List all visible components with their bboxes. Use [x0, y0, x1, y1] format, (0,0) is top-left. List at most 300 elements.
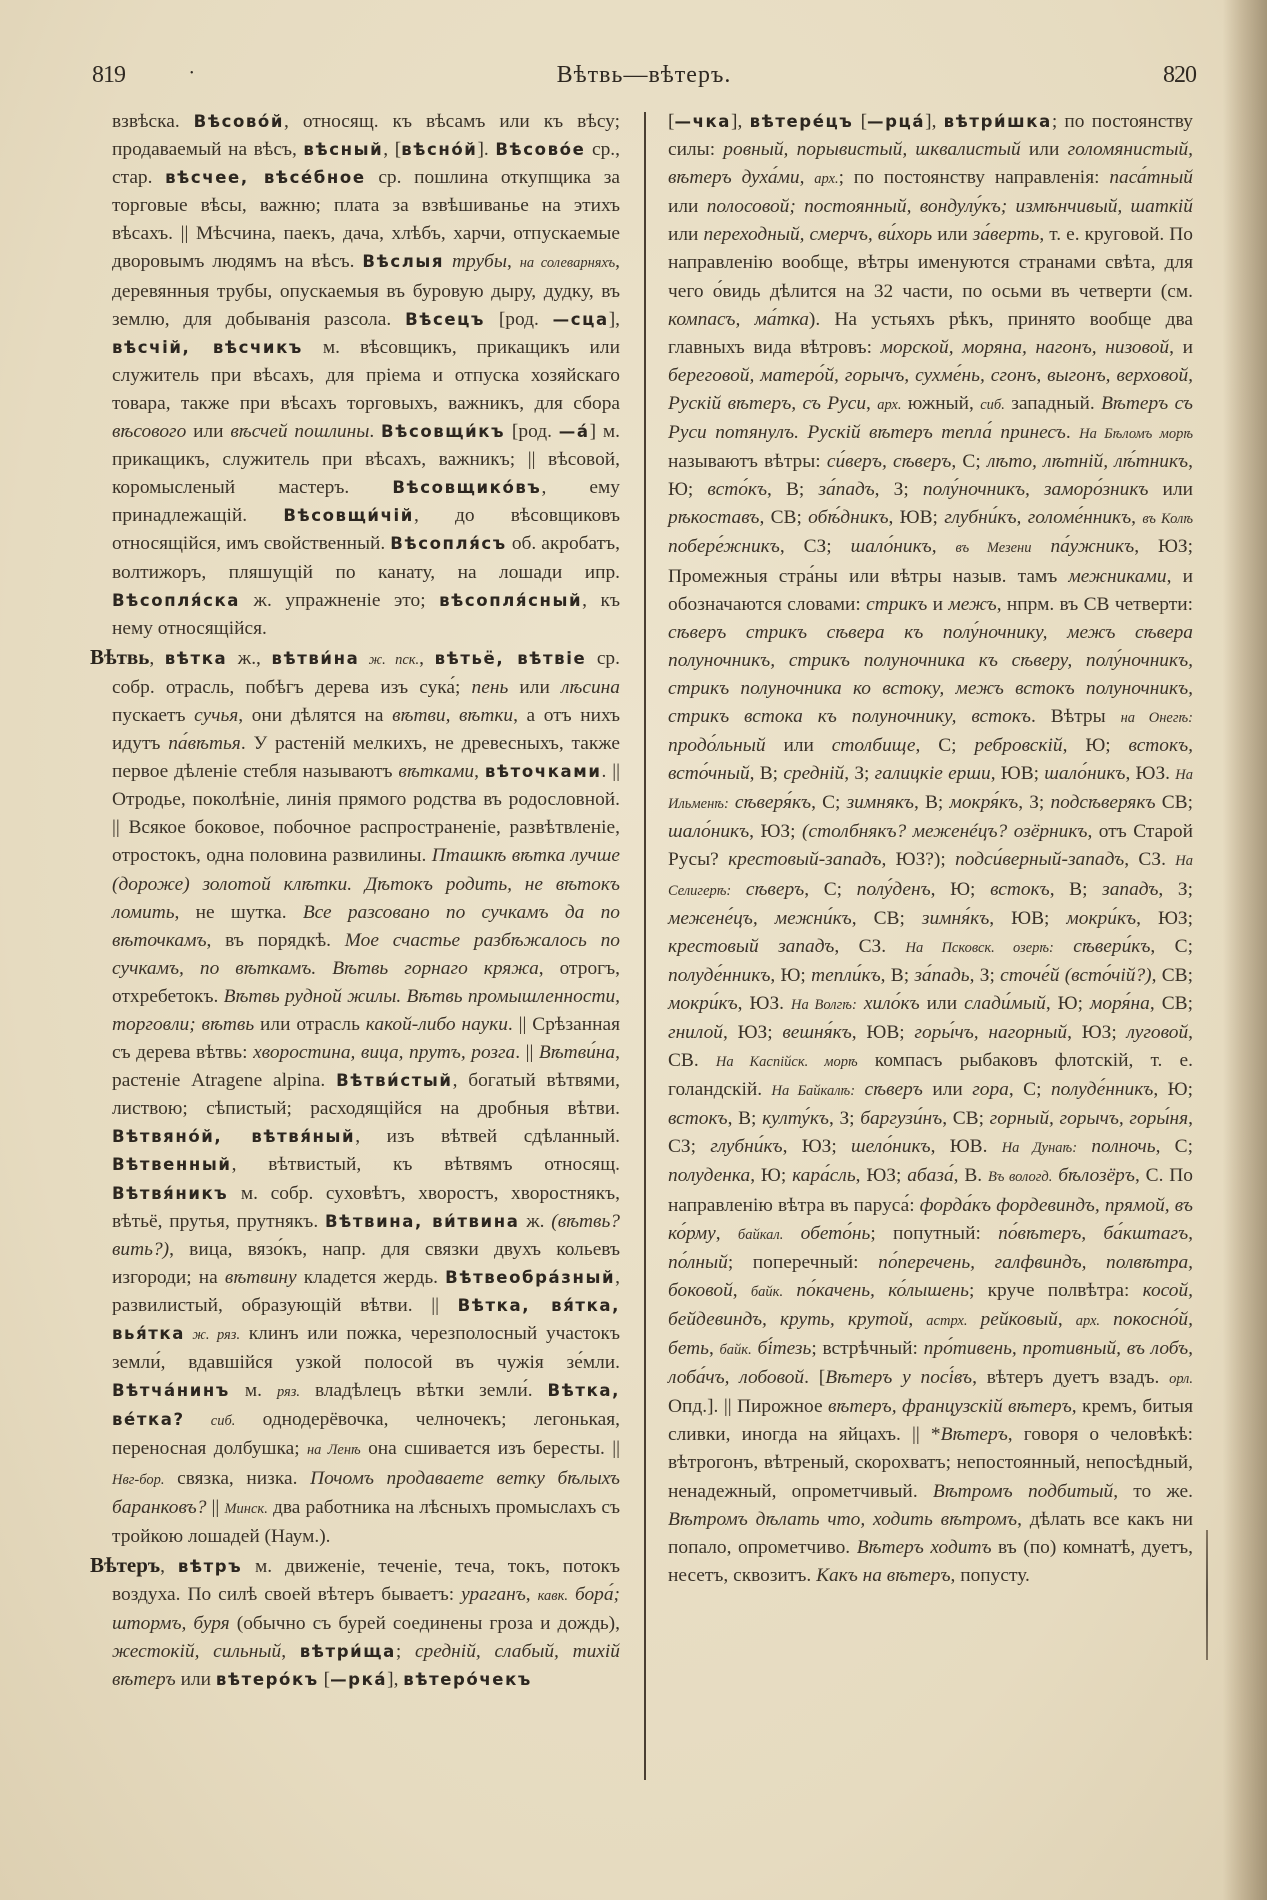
headword: вѣтри́ща [299, 1642, 396, 1662]
text: , [1131, 507, 1143, 529]
styled-text: переходный, смерчъ, ви́хорь [703, 224, 933, 246]
text: ж. упражненіе это; [240, 589, 440, 611]
text: , ему принадлежащій. [112, 477, 620, 527]
styled-text: хило́къ [856, 992, 920, 1014]
text: , деревянныя трубы, опускаемыя въ буровую дыру, дудку, въ землю, для добыванія разсола. [112, 251, 620, 330]
styled-text: сиб. [184, 1413, 236, 1430]
styled-text: стрикъ [866, 593, 928, 615]
text: пускаетъ [112, 704, 195, 726]
text: . Вѣтры [1030, 705, 1121, 727]
text: , В; [1049, 878, 1103, 900]
text: , къ нему относящійся. [112, 589, 620, 639]
text: , [419, 647, 435, 669]
styled-text: бора́; штормъ, буря [112, 1583, 621, 1634]
text: однодерёвочка, челночекъ; легонькая, переносная долбушка; [112, 1409, 620, 1460]
right-column [668, 108, 1193, 1590]
text: или [765, 735, 832, 757]
styled-text: крестовый-западъ [728, 849, 882, 871]
styled-text: ураганъ [461, 1583, 526, 1605]
styled-text: астрх. [926, 1312, 968, 1329]
styled-text: на Ленѣ [306, 1442, 361, 1459]
headword: вѣтере́цъ [749, 112, 854, 131]
styled-text: На Бѣломъ морѣ [1079, 426, 1193, 443]
text: компасъ рыбаковъ флотскій, т. е. голандскій. [668, 1050, 1194, 1101]
styled-text: шало́никъ [668, 821, 750, 843]
styled-text: сѣверъ [855, 1079, 923, 1101]
styled-text: рѣкоставъ [668, 507, 760, 529]
styled-text: Мое счастье разбѣжалось по сучкамъ, по вѣткамъ. Вѣтвь горнаго кряжа [112, 929, 620, 979]
text: , дѣлать все какъ ни попало, опрометчиво. [668, 1508, 1193, 1558]
text: м. [229, 1380, 277, 1402]
text: . [369, 421, 382, 443]
styled-text: сѣвери́къ [1053, 935, 1151, 957]
text: , [149, 647, 165, 669]
text: , они дѣлятся на [238, 704, 393, 726]
text: , СЗ. [1124, 849, 1176, 871]
text: . || Отродье, поколѣніе, линія прямого родства въ родословной. || Всякое боковое, побочное распространеніе, развѣтвленіе, отростокъ, одна половина развилины. [112, 761, 620, 867]
text: , ЮЗ; [749, 821, 803, 843]
text: [ [318, 1669, 331, 1691]
styled-text: мокри́къ [1066, 907, 1137, 929]
text: , вѣтеръ дуетъ взадъ. [972, 1367, 1170, 1389]
text: , С; [811, 792, 847, 814]
styled-text: крестовый западъ [668, 935, 835, 957]
styled-text: Все разсовано по сучкамъ да по вѣточкамъ [112, 901, 620, 951]
styled-text: покосно́й, беть [668, 1308, 1193, 1360]
styled-text: Вѣтеръ [940, 1424, 1008, 1446]
text: или отрасль [254, 1014, 366, 1035]
styled-text: зимнякъ [846, 792, 914, 814]
text: , [160, 1555, 178, 1577]
styled-text: гора [972, 1079, 1009, 1101]
styled-text: полночь [1077, 1136, 1156, 1158]
styled-text: межене́цъ, межни́къ [668, 907, 852, 929]
text: , В; [749, 763, 784, 785]
text: , ЮЗ?); [881, 849, 956, 871]
styled-text: На Селигерѣ: [668, 853, 1193, 899]
headword: Вѣтви́стый [336, 1071, 453, 1091]
text: , Ю; [668, 451, 1193, 501]
text: , ЮЗ; [855, 1165, 908, 1187]
styled-text: столбище [831, 735, 916, 757]
styled-text: Вѣтеръ ходитъ [856, 1536, 992, 1558]
text: , [799, 167, 815, 189]
text: , СЗ. [834, 935, 906, 957]
text: [род. [485, 308, 553, 330]
text: ], [925, 111, 944, 132]
text: ж. [519, 1210, 552, 1232]
styled-text: На Волгѣ: [791, 996, 857, 1013]
headword: Вѣтвь [90, 644, 150, 669]
styled-text: вѣтеръ, французскій вѣтеръ [828, 1396, 1072, 1418]
styled-text: косой, бейдевиндъ, круть, крутой [668, 1279, 1193, 1330]
text: , а отъ нихъ идутъ [112, 704, 620, 755]
styled-text: Пташкѣ вѣтка лучше (дороже) золотой клѣтки. Дѣтокъ родить, не вѣтокъ ломить [112, 845, 620, 923]
text: , Ю; [750, 1165, 793, 1187]
styled-text: Вѣтромъ подбитый [932, 1480, 1114, 1502]
headword: вѣтръ [177, 1556, 243, 1576]
text: , [866, 392, 878, 414]
text: . У растеній мелкихъ, не древесныхъ, также первое дѣленіе стебля называютъ [112, 733, 620, 783]
text: въ (по) комнатѣ, дуетъ, несетъ, сквозитъ. [668, 1536, 1194, 1586]
styled-text: Вѣтеръ у посі́въ [825, 1367, 973, 1389]
styled-text: пень [471, 676, 509, 698]
text: , [525, 1583, 538, 1605]
text: , ЮВ; [989, 907, 1067, 929]
margin-pencil-mark [1206, 1530, 1208, 1660]
styled-text: на Онегѣ: [1120, 709, 1193, 726]
styled-text: шело́никъ [851, 1136, 931, 1158]
text: , З; [874, 479, 923, 501]
headword: Вѣтвенный [112, 1155, 232, 1175]
text: или [1020, 139, 1068, 161]
headword: Вѣтча́нинъ [112, 1381, 230, 1401]
styled-text: сѣверъ стрикъ сѣвера къ полу́ночнику, межъ сѣвера полуночникъ, стрикъ полуночника къ сѣверу, полу́ночникъ, стрикъ полуночника ко встоку, межъ встокъ полуночникъ, стрикъ встока къ полуночнику, встокъ [668, 621, 1193, 727]
styled-text: лѣто, лѣтній, лѣ́тникъ [986, 451, 1189, 473]
text: , ЮВ; [888, 507, 945, 529]
headword: Вѣсопля́съ [390, 534, 507, 554]
headword: вѣсный [303, 140, 384, 160]
text: , нпрм. въ СВ четверти: [996, 593, 1193, 615]
styled-text: На Ильменѣ: [668, 767, 1193, 813]
headword: —сца [552, 309, 609, 329]
text: , [506, 251, 520, 273]
text: . [ [804, 1367, 826, 1389]
styled-text: встокъ, всто́чный [668, 735, 1193, 785]
styled-text: галицкіе ерши [874, 763, 991, 785]
headword: вѣтка [164, 648, 228, 668]
headword: вѣтри́шка [943, 112, 1052, 131]
text: . || Срѣзанная съ дерева вѣтвь: [112, 1014, 620, 1064]
text: , С; [915, 735, 975, 757]
styled-text: луговой [1126, 1022, 1189, 1043]
text: ; попутный: [870, 1222, 999, 1244]
styled-text: Нвг-бор. [112, 1471, 165, 1488]
text: взвѣска. [112, 111, 194, 132]
text: , В; [727, 1108, 763, 1130]
text: или [932, 224, 973, 246]
styled-text: орл. [1169, 1371, 1194, 1388]
styled-text: рейковый [967, 1308, 1058, 1330]
entry-continuation [90, 108, 620, 643]
styled-text: жестокій, сильный [112, 1641, 282, 1663]
text: Опд.]. || Пирожное [668, 1396, 829, 1418]
styled-text: шало́никъ [850, 536, 932, 558]
headword: вѣтви́на [271, 648, 360, 668]
text: , не шутка. [174, 901, 303, 923]
headword: вѣсчее, вѣсе́бное [165, 168, 366, 188]
text: , ЮЗ. [737, 992, 792, 1014]
headword: вѣтеро́чекъ [403, 1670, 532, 1690]
text: , Ю; [1062, 735, 1129, 757]
text: , В; [913, 792, 950, 814]
text: или [186, 421, 231, 443]
headword: вѣсно́й [401, 140, 478, 160]
styled-text: (вѣтвь? вить?) [112, 1210, 620, 1260]
text: , Ю; [1153, 1079, 1193, 1101]
styled-text: вѣсового [112, 421, 187, 443]
text: , вѣтвистый, къ вѣтвямъ относящ. [231, 1154, 620, 1176]
column-divider [644, 112, 646, 1780]
styled-text: паса́тный [1109, 167, 1194, 189]
text: , [732, 1279, 751, 1301]
styled-text: глубни́къ [710, 1136, 783, 1158]
text: , [474, 761, 485, 783]
styled-text: въ Мезени [955, 540, 1032, 557]
text: м. вѣсовщикъ, прикащикъ или служитель при вѣсахъ, для пріема и отпуска хозяйскаго товара, также при вѣсахъ торговыхъ, важникъ, для сбора [112, 336, 620, 414]
text: , говоря о человѣкѣ: вѣтрогонъ, вѣтреный, скорохватъ; непостоянный, непосѣдный, ненадежный, опрометчивый. [668, 1424, 1193, 1502]
styled-text: въ Колѣ [1142, 511, 1193, 528]
styled-text: На Дунаѣ: [1001, 1140, 1078, 1157]
text: СВ; [1155, 792, 1193, 814]
text: , ЮВ; [851, 1022, 915, 1043]
styled-text: шало́никъ [1044, 763, 1126, 785]
text: , [931, 536, 956, 558]
text: , В. [953, 1165, 988, 1187]
styled-text: бі́тезь [751, 1338, 812, 1360]
styled-text: ребровскій [974, 735, 1063, 757]
left-column [90, 108, 620, 1694]
text: , ЮВ. [930, 1136, 1002, 1158]
headword: Вѣсово́й [193, 112, 285, 131]
styled-text: ровный, порывистый, шквалистый [723, 139, 1021, 161]
styled-text: полу́денъ [856, 878, 931, 900]
styled-text: Почомъ продаваете ветку бѣлыхъ баранковъ? [112, 1467, 620, 1518]
styled-text: межъ [948, 593, 997, 615]
styled-text: ряз. [276, 1384, 301, 1401]
styled-text: полосовой; постоянный, вондулу́къ; измѣнчивый, шаткій [706, 196, 1193, 218]
text: ; встрѣчный: [811, 1338, 924, 1360]
decorative-dot: • [190, 68, 194, 79]
styled-text: баргузи́нъ [860, 1108, 943, 1130]
text: или [668, 224, 704, 246]
headword: Вѣтка, ве́тка? [112, 1381, 620, 1430]
styled-text: На Псковск. озерѣ: [905, 939, 1054, 956]
text: [ [668, 111, 675, 132]
styled-text: вѣтви, вѣтки [392, 704, 514, 726]
headword: Вѣсово́е [495, 140, 586, 160]
text: , С; [951, 451, 987, 473]
styled-text: гнилой [668, 1022, 723, 1043]
text: , отрогъ, отхребетокъ. [112, 957, 620, 1007]
headword: Вѣслыя [362, 252, 445, 272]
styled-text: байк. [719, 1342, 752, 1359]
headword: вѣтьё, вѣтвіе [434, 648, 587, 668]
styled-text: обето́нь [783, 1222, 871, 1244]
text: , С; [1155, 1136, 1193, 1158]
text: , В; [880, 964, 915, 986]
text: , кремъ, битыя сливки, иногда на яйцахъ. || * [668, 1396, 1193, 1446]
headword: вѣточками [484, 762, 602, 782]
headword: вѣсчій, вѣсчикъ [112, 337, 303, 357]
text: ). На устьяхъ рѣкъ, принято вообще два главныхъ вида вѣтровъ: [668, 308, 1193, 358]
styled-text: полуденка [668, 1165, 751, 1187]
styled-text: сѣверъ [731, 878, 805, 900]
text: (обычно съ бурей соединены гроза и дождь), [229, 1612, 620, 1634]
text: , богатый вѣтвями, листвою; сѣпистый; расходящійся на дробныя вѣтви. [112, 1070, 621, 1120]
text: , отъ Старой Русы? [668, 821, 1193, 871]
text: , Ю; [930, 878, 991, 900]
styled-text: Въ вологд. [987, 1169, 1053, 1186]
styled-text: байк. [750, 1283, 784, 1300]
text: , З; [844, 763, 875, 785]
text: связка, низка. [164, 1467, 311, 1489]
text: , ЮЗ; [1136, 907, 1193, 929]
page-header [92, 62, 1196, 96]
styled-text: вѣтвину [224, 1266, 297, 1288]
text: м. собр. суховѣтъ, хворостъ, хворостнякъ, вѣтьё, прутья, прутнякъ. [112, 1182, 620, 1232]
text: , СВ. [668, 1022, 1194, 1072]
text: , СВ; [1151, 964, 1193, 986]
styled-text: за́падъ [818, 479, 875, 501]
text: об. акробатъ, волтижоръ, пляшущій по канату, на лошади ипр. [112, 533, 620, 583]
text: , З; [828, 1108, 861, 1130]
styled-text: култу́къ [762, 1108, 829, 1130]
headword: —чка [674, 112, 732, 131]
styled-text: мокря́къ [949, 792, 1019, 814]
styled-text: средній, слабый, тихій вѣтеръ [112, 1641, 620, 1691]
headword: Вѣтвяно́й, вѣтвя́ный [112, 1127, 356, 1147]
styled-text: трубы [444, 251, 507, 273]
styled-text: вешня́къ [782, 1022, 852, 1043]
styled-text: бѣлозёръ [1052, 1165, 1135, 1187]
text: ], [731, 111, 750, 132]
text: , до вѣсовщиковъ относящійся, имъ свойственный. [112, 505, 620, 555]
styled-text: продо́льный [668, 735, 766, 757]
styled-text: глубни́къ, голоме́нникъ [944, 507, 1132, 529]
text: или [919, 992, 965, 1014]
headword: Вѣтка, вя́тка, вья́тка [112, 1295, 620, 1344]
styled-text: морской, моряна, нагонъ, низовой [880, 336, 1170, 358]
styled-text: тепли́къ [811, 964, 881, 986]
styled-text: па́ужникъ [1031, 536, 1135, 558]
text: или [508, 676, 561, 698]
headword: вѣсопля́сный [439, 590, 583, 610]
styled-text: арх. [814, 171, 839, 188]
styled-text: Минск. [224, 1500, 268, 1517]
text: , Ю; [1045, 992, 1091, 1014]
styled-text: подси́верный-западъ [955, 849, 1125, 871]
text: ]. [477, 139, 496, 161]
headword: вѣтеро́къ [215, 1670, 319, 1690]
text: . || [515, 1042, 539, 1064]
text: ], [608, 308, 620, 330]
text: , СВ; [759, 507, 809, 529]
styled-text: ж. ряз. [184, 1327, 241, 1344]
styled-text: какой-либо науки [365, 1014, 508, 1035]
styled-text: встокъ [668, 1108, 728, 1130]
headword: Вѣсопля́ска [112, 590, 241, 610]
headword: —рка́ [330, 1670, 388, 1690]
text: и [927, 593, 949, 615]
headword: Вѣсовщи́чій [283, 506, 414, 526]
styled-text: (столбнякъ? меженéцъ? озёрникъ [802, 821, 1088, 843]
styled-text: мокри́къ [668, 992, 738, 1014]
text: , развилистый, образующій вѣтви. || [112, 1266, 621, 1316]
headword: Вѣсовщи́къ [381, 422, 506, 442]
headword: Вѣтвеобра́зный [445, 1267, 616, 1287]
styled-text: встокъ [990, 878, 1050, 900]
text: , СВ; [1149, 992, 1193, 1014]
styled-text: по́вѣтеръ, ба́кштагъ, по́лный [668, 1222, 1193, 1273]
text: , СВ; [851, 907, 922, 929]
styled-text: вѣтками [398, 761, 475, 783]
styled-text: за́верть [972, 224, 1040, 246]
text: , и обозначаются словами: [668, 565, 1193, 615]
dictionary-entry [90, 1551, 620, 1694]
text: , [1057, 1308, 1076, 1330]
text: м. движеніе, теченіе, теча, токъ, потокъ воздуха. По силѣ своей вѣтеръ бываетъ: [112, 1555, 620, 1605]
text: ; [395, 1641, 415, 1663]
entry-continuation [668, 108, 1193, 1590]
styled-text: На Байкалѣ: [771, 1083, 856, 1100]
text: ; круче полвѣтра: [968, 1279, 1143, 1301]
headword: Вѣтеръ [90, 1552, 161, 1577]
headword: —рца́ [867, 112, 926, 131]
styled-text: межниками [1068, 565, 1167, 587]
styled-text: Вѣтви́на [538, 1042, 616, 1064]
text: , В; [767, 479, 819, 501]
text: , [908, 1308, 927, 1330]
styled-text: слади́мый [964, 992, 1046, 1014]
styled-text: кавк. [537, 1587, 568, 1604]
styled-text: сточе́й (всто́чій?) [1000, 964, 1152, 986]
styled-text: форда́къ фордевиндъ, прямой, въ ко́рму [668, 1194, 1193, 1244]
styled-text: горы́чъ, нагорный [914, 1022, 1068, 1043]
page-number-left: 819 [92, 62, 125, 88]
styled-text: арх. [877, 396, 902, 413]
text: она сшивается изъ бересты. || [360, 1438, 620, 1460]
styled-text: Вѣтеръ съ Руси потянулъ. Рускій вѣтеръ тепла́ принесъ [668, 392, 1193, 444]
styled-text: обѣ́дникъ [808, 507, 889, 529]
text: , въ порядкѣ. [206, 929, 345, 951]
text: ; по постоянству направленія: [838, 167, 1110, 189]
text: западный. [1004, 392, 1102, 414]
text: или [922, 1079, 973, 1101]
styled-text: хворостина, вица, прутъ, розга [253, 1042, 516, 1064]
text: , С; [1008, 1079, 1051, 1101]
text: , то же. [1113, 1480, 1193, 1502]
styled-text: па́вѣтья [168, 733, 241, 755]
styled-text: береговой, матеро́й, горычъ, сухме́нь, сгонъ, выгонъ, верховой, Рускій вѣтеръ, съ Руси [668, 364, 1193, 414]
styled-text: подсѣверякъ [1050, 792, 1156, 814]
styled-text: про́тивень, противный, въ лобъ, лоба́чъ, лобовой [668, 1338, 1193, 1389]
text: клинъ или пожка, черезполосный участокъ земли́, вдавшійся узкой полосой въ чужія зе́мли. [112, 1323, 620, 1374]
styled-text: абаза́ [907, 1165, 954, 1187]
styled-text: си́веръ, сѣверъ [826, 451, 952, 473]
headword: Вѣсовщико́въ [392, 478, 542, 498]
text: , СЗ; [779, 536, 851, 558]
text: || [206, 1496, 225, 1518]
text: . [1065, 422, 1080, 444]
styled-text: средній [783, 763, 845, 785]
styled-text: байкал. [737, 1226, 784, 1243]
text: , ЮЗ; Промежныя стра́ны или вѣтры назыв. тамъ [668, 536, 1194, 587]
styled-text: ж. пск. [359, 651, 420, 668]
text: или [668, 196, 707, 218]
text: ], [387, 1669, 404, 1691]
styled-text: полуде́нникъ [1050, 1079, 1154, 1101]
text: ж., [227, 647, 272, 669]
running-title: Вѣтвь—вѣтеръ. [556, 62, 732, 88]
text: два работника на лѣсныхъ промыслахъ съ тройкою лошадей (Наум.). [112, 1496, 620, 1547]
text: , З; [1158, 878, 1193, 900]
styled-text: на солеварняхъ [519, 255, 616, 272]
text: , З; [1018, 792, 1051, 814]
headword: Вѣтвина, ви́твина [324, 1211, 520, 1231]
text: , [715, 1222, 738, 1244]
text: , [708, 1338, 720, 1360]
